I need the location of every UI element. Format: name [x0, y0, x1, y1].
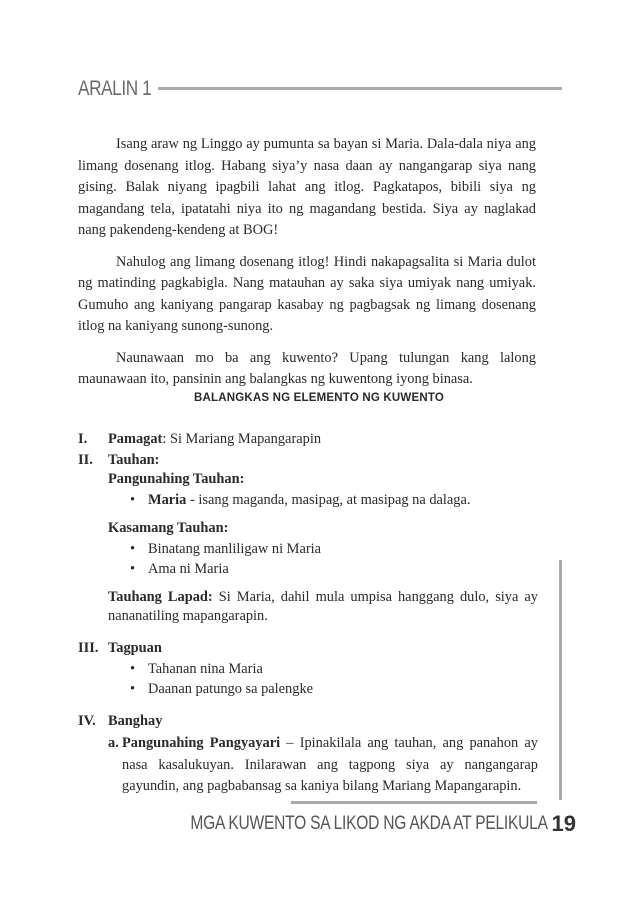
list-item: • Tahanan nina Maria [78, 660, 538, 679]
flat-character-text: Si Maria, dahil mula umpisa hanggang dulo, siya ay nananatiling mapangarapin. [108, 589, 538, 624]
outline-title: BALANGKAS NG ELEMENTO NG KUWENTO [193, 392, 445, 404]
supporting-characters-heading: Kasamang Tauhan: [108, 520, 229, 536]
main-character-name: Maria [148, 492, 187, 508]
outline-text: : Si Mariang Mapangarapin [162, 431, 322, 447]
plot-text: – Ipinakilala ang tauhan, ang panahon ay nasa kasalukuyan. Inilarawan ang tagpong siya ay nangangarap gayundin, ang pagbabansag sa kaniya bilang Mariang Mapangarapin. [122, 735, 538, 794]
side-rule [559, 560, 562, 800]
list-item [78, 491, 538, 510]
footer-title: MGA KUWENTO SA LIKOD NG AKDA AT PELIKULA [190, 813, 548, 834]
plot-item-a [78, 733, 538, 798]
lesson-header [78, 76, 562, 102]
outline-label: Tauhan: [108, 452, 160, 468]
outline-numeral: III. [78, 640, 99, 656]
outline-item-title [78, 430, 538, 449]
page-number: 19 [551, 811, 576, 836]
flat-character [78, 588, 538, 626]
page-footer [112, 809, 576, 839]
story-paragraph-1: Isang araw ng Linggo ay pumunta sa bayan si Maria. Dala-dala niya ang limang dosenang itlog. Habang siya’y nasa daan ay nangangarap siya nang gising. Balak niyang ipagbili lahat ang itlog. Pagkatapos, bibili siya ng magandang tela, ipatatahi niya ito ng magandang bestida. Siya ay naglakad nang pakendeng-kendeng at BOG! [78, 136, 536, 238]
story-paragraph-2: Nahulog ang limang dosenang itlog! Hindi nakapagsalita si Maria dulot ng matinding pagkabigla. Nang matauhan ay saka siya umiyak nang umiyak. Gumuho ang kaniyang pangarap kasabay ng pagbagsak ng limang dosenang itlog na kaniyang sunong-sunong. [78, 253, 536, 334]
plot-letter: a. [108, 735, 119, 751]
outline-label: Tagpuan [108, 640, 162, 656]
lesson-label: ARALIN 1 [78, 77, 152, 100]
list-item: • Daanan patungo sa palengke [78, 680, 538, 699]
main-character-heading: Pangunahing Tauhan: [108, 471, 245, 487]
outline-item-plot [78, 712, 538, 731]
story-paragraph-3: Naunawaan mo ba ang kuwento? Upang tulungan kang lalong maunawaan ito, pansinin ang balangkas ng kuwentong iyong binasa. [78, 349, 536, 387]
footer-rule [291, 801, 537, 804]
main-character-desc: - isang maganda, masipag, at masipag na dalaga. [186, 492, 471, 508]
story-body [78, 134, 536, 391]
list-item: • Ama ni Maria [78, 560, 538, 579]
outline-label: Pamagat [108, 431, 163, 447]
outline-item-characters [78, 451, 538, 470]
outline-numeral: II. [78, 452, 93, 468]
plot-label: Pangunahing Pangyayari [122, 735, 281, 751]
story-outline [78, 430, 538, 798]
list-item: • Binatang manliligaw ni Maria [78, 540, 538, 559]
outline-item-setting [78, 639, 538, 658]
outline-numeral: IV. [78, 713, 96, 729]
header-rule [158, 87, 562, 90]
flat-character-label: Tauhang Lapad: [108, 589, 213, 605]
outline-numeral: I. [78, 431, 88, 447]
outline-label: Banghay [108, 713, 163, 729]
